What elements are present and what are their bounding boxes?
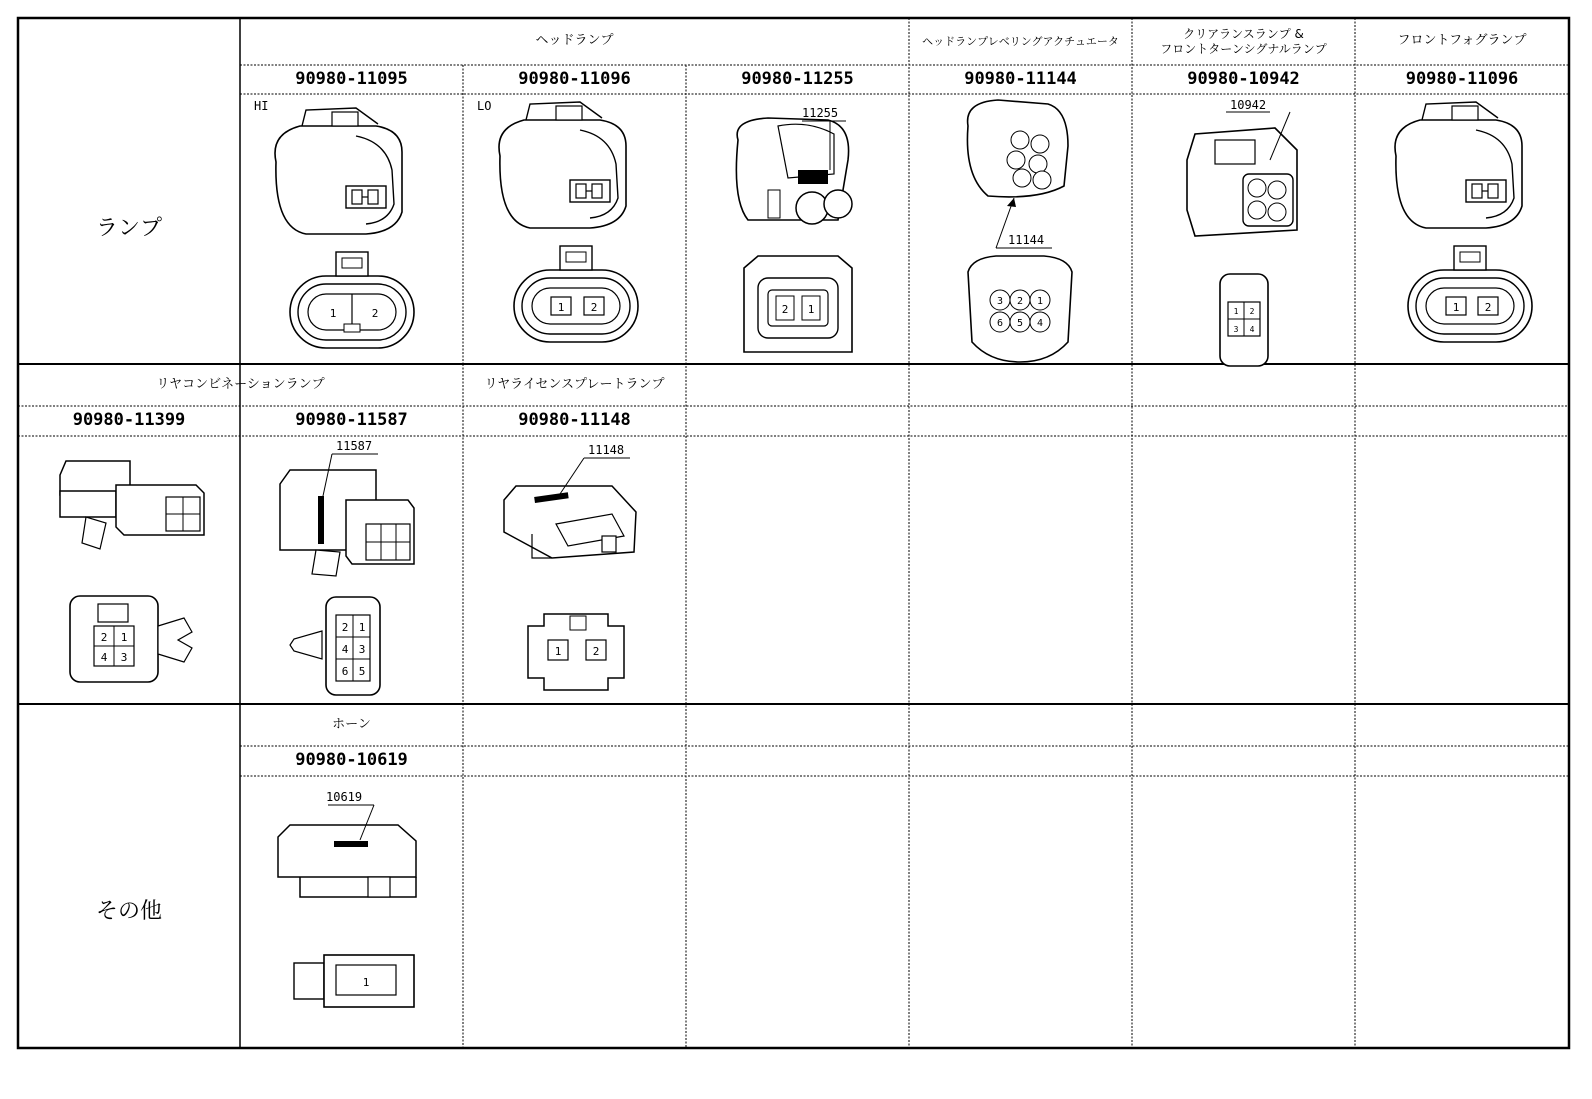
- category-clearance-line2: フロントターンシグナルランプ: [1160, 41, 1327, 56]
- pin-label: 2: [781, 303, 789, 316]
- pin-label: 4: [100, 651, 108, 664]
- part-number-90980-11095: 90980-11095: [295, 68, 408, 89]
- pin-label: 2: [590, 301, 598, 314]
- pin-label: 3: [358, 643, 366, 656]
- part-number-90980-10942: 90980-10942: [1187, 68, 1300, 89]
- part-number-90980-11144: 90980-11144: [964, 68, 1077, 89]
- part-number-90980-10619: 90980-10619: [295, 750, 408, 771]
- pin-label: 1: [807, 303, 815, 316]
- part-number-90980-11587: 90980-11587: [295, 410, 408, 431]
- pin-label: 5: [358, 665, 366, 678]
- pin-label: 1: [120, 631, 128, 644]
- pin-label: 2: [1484, 301, 1492, 314]
- pin-label: 1: [329, 307, 337, 320]
- pin-label: 6: [996, 318, 1004, 329]
- category-leveling-actuator: ヘッドランプレベリングアクチュエータ: [922, 34, 1119, 48]
- pin-label: 1: [1452, 301, 1460, 314]
- part-number-90980-11255: 90980-11255: [741, 68, 854, 89]
- pin-label: 1: [554, 645, 562, 658]
- group-label-lamp: ランプ: [95, 216, 162, 242]
- pin-label: 5: [1016, 318, 1024, 329]
- pin-label: 4: [341, 643, 349, 656]
- pin-label: 3: [1233, 325, 1239, 334]
- group-label-other: その他: [95, 899, 162, 925]
- pin-label: 3: [120, 651, 128, 664]
- category-front-fog-lamp: フロントフォグランプ: [1397, 33, 1527, 49]
- part-number-90980-11399: 90980-11399: [72, 410, 186, 431]
- callout-11255: 11255: [802, 106, 839, 120]
- pin-label: 4: [1249, 325, 1255, 334]
- pin-label: 2: [371, 307, 379, 320]
- pin-label: 4: [1036, 318, 1044, 329]
- category-rear-license-plate-lamp: リヤライセンスプレートランプ: [484, 376, 665, 392]
- pin-label: 1: [1233, 307, 1239, 316]
- category-clearance-line1: クリアランスランプ &: [1183, 26, 1304, 41]
- category-headlamp: ヘッドランプ: [535, 33, 614, 49]
- pin-label: 1: [557, 301, 565, 314]
- callout-11587: 11587: [336, 439, 373, 453]
- part-number-90980-11096-fog: 90980-11096: [1405, 68, 1519, 89]
- callout-11148: 11148: [588, 443, 625, 457]
- category-rear-combination-lamp: リヤコンビネーションランプ: [156, 376, 325, 392]
- callout-10942: 10942: [1230, 98, 1267, 112]
- lo-tag: LO: [477, 99, 492, 113]
- category-horn: ホーン: [332, 716, 371, 732]
- pin-label: 2: [1016, 296, 1024, 307]
- pin-label: 2: [100, 631, 108, 644]
- hi-tag: HI: [254, 99, 269, 113]
- part-number-90980-11096: 90980-11096: [518, 68, 631, 89]
- pin-label: 3: [996, 296, 1004, 307]
- pin-label: 2: [592, 645, 600, 658]
- pin-label: 1: [362, 976, 370, 989]
- pin-label: 2: [341, 621, 349, 634]
- pin-label: 1: [1036, 296, 1044, 307]
- pin-label: 2: [1249, 307, 1255, 316]
- pin-label: 6: [341, 665, 349, 678]
- callout-10619: 10619: [326, 790, 363, 804]
- pin-label: 1: [358, 621, 366, 634]
- part-number-90980-11148: 90980-11148: [518, 410, 631, 431]
- callout-11144: 11144: [1008, 233, 1045, 247]
